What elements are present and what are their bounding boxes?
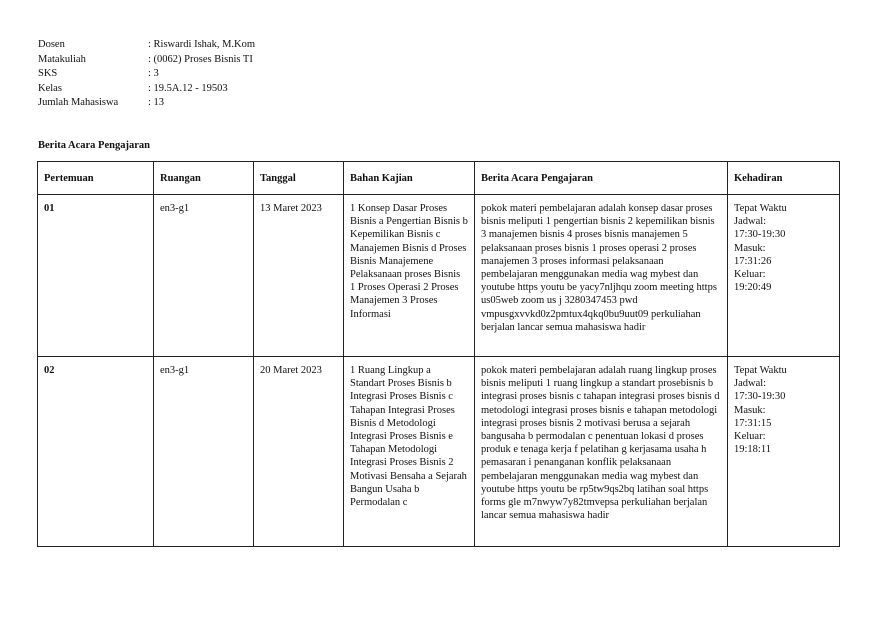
info-label: SKS (38, 68, 58, 79)
cell-ruangan: en3-g1 (154, 357, 254, 547)
check-in-time: 17:31:26 (734, 255, 772, 267)
cell-kehadiran (728, 195, 840, 357)
cell-tanggal: 13 Maret 2023 (254, 195, 344, 357)
attendance-status: Tepat Waktu (734, 203, 787, 214)
column-header-kehadiran: Kehadiran (728, 162, 840, 195)
cell-bahan-kajian: 1 Konsep Dasar Proses Bisnis a Pengertian Bisnis b Kepemilikan Bisnis c Manajemen Bisnis d Proses Bisnis Manajemene Pelaksanaan proses Bisnis 1 Proses Operasi 2 Proses Manajemen 3 Proses Informasi (344, 195, 475, 357)
schedule-time: 17:30-19:30 (734, 391, 786, 403)
section-title: Berita Acara Pengajaran (38, 140, 150, 151)
info-label: Matakuliah (38, 53, 86, 65)
course-info (38, 38, 255, 111)
info-label: Jumlah Mahasiswa (38, 97, 119, 108)
cell-pertemuan: 01 (38, 195, 154, 357)
table-row (38, 195, 840, 357)
check-in-time: 17:31:15 (734, 417, 772, 429)
cell-berita-acara: pokok materi pembelajaran adalah ruang lingkup proses bisnis meliputi 1 ruang lingkup a standart prosebisnis b integrasi proses bisnis c tahapan integrasi proses bisnis d metodologi integrasi proses bisnis e tahapan metodologi integrasi proses bisnis 2 motivasi berusa a sejarah bangusaha b permodalan c penentuan lokasi d proses produk e tenaga kerja f pelatihan g kerjasama usaha h pemasaran i penanganan konflik pelaksanaan pembelajaran menggunakan media wag mybest dan youtube https youtu be rp5tw9qs2bq latihan soal https forms gle m7nwyw7y82tmvepsa perkuliahan berjalan lancar semua mahasiswa hadir (475, 357, 728, 547)
check-in-label: Masuk: (734, 242, 766, 254)
table-header-row (38, 162, 840, 195)
column-header-berita-acara: Berita Acara Pengajaran (475, 162, 728, 195)
info-row-jumlah-mahasiswa (38, 96, 255, 111)
schedule-label: Jadwal: (734, 378, 767, 390)
info-value: : (0062) Proses Bisnis TI (148, 53, 253, 65)
info-value: : 13 (148, 97, 165, 108)
column-header-pertemuan: Pertemuan (38, 162, 154, 195)
column-header-bahan-kajian: Bahan Kajian (344, 162, 475, 195)
info-row-dosen (38, 38, 255, 53)
info-value: : 19.5A.12 - 19503 (148, 82, 228, 94)
cell-tanggal: 20 Maret 2023 (254, 357, 344, 547)
schedule-label: Jadwal: (734, 216, 767, 228)
info-row-kelas (38, 82, 255, 97)
info-label: Dosen (38, 39, 65, 50)
cell-kehadiran (728, 357, 840, 547)
attendance-status: Tepat Waktu (734, 365, 787, 376)
info-label: Kelas (38, 82, 62, 94)
schedule-time: 17:30-19:30 (734, 229, 786, 241)
cell-berita-acara: pokok materi pembelajaran adalah konsep dasar proses bisnis meliputi 1 pengertian bisnis 2 kepemilikan bisnis 3 manajemen bisnis 4 proses bisnis manajemen 5 pelaksanaan proses bisnis 1 proses operasi 2 proses manajemen 3 proses informasi pelaksanaan pembelajaran menggunakan media wag mybest dan youtube https youtu be yacy7nljhqu zoom meeting https us05web zoom us j 3280347453 pwd vmpusgxvvkd0z2pmtux4qkq0bu9uut09 perkuliahan berjalan lancar semua mahasiswa hadir (475, 195, 728, 357)
check-out-label: Keluar: (734, 269, 766, 281)
column-header-tanggal: Tanggal (254, 162, 344, 195)
cell-ruangan: en3-g1 (154, 195, 254, 357)
info-value: : 3 (148, 68, 159, 79)
cell-pertemuan: 02 (38, 357, 154, 547)
cell-bahan-kajian: 1 Ruang Lingkup a Standart Proses Bisnis b Integrasi Proses Bisnis c Tahapan Integrasi Proses Bisnis d Metodologi Integrasi Proses Bisnis e Tahapan Metodologi Integrasi Proses Bisnis 2 Motivasi Bensaha a Sejarah Bangun Usaha b Permodalan c (344, 357, 475, 547)
info-row-matakuliah (38, 53, 255, 68)
info-value: : Riswardi Ishak, M.Kom (148, 39, 256, 50)
column-header-ruangan: Ruangan (154, 162, 254, 195)
check-in-label: Masuk: (734, 404, 766, 416)
info-row-sks (38, 67, 255, 82)
table-row (38, 357, 840, 547)
check-out-time: 19:18:11 (734, 444, 771, 456)
check-out-label: Keluar: (734, 431, 766, 443)
teaching-record-table (37, 161, 840, 547)
check-out-time: 19:20:49 (734, 282, 772, 294)
